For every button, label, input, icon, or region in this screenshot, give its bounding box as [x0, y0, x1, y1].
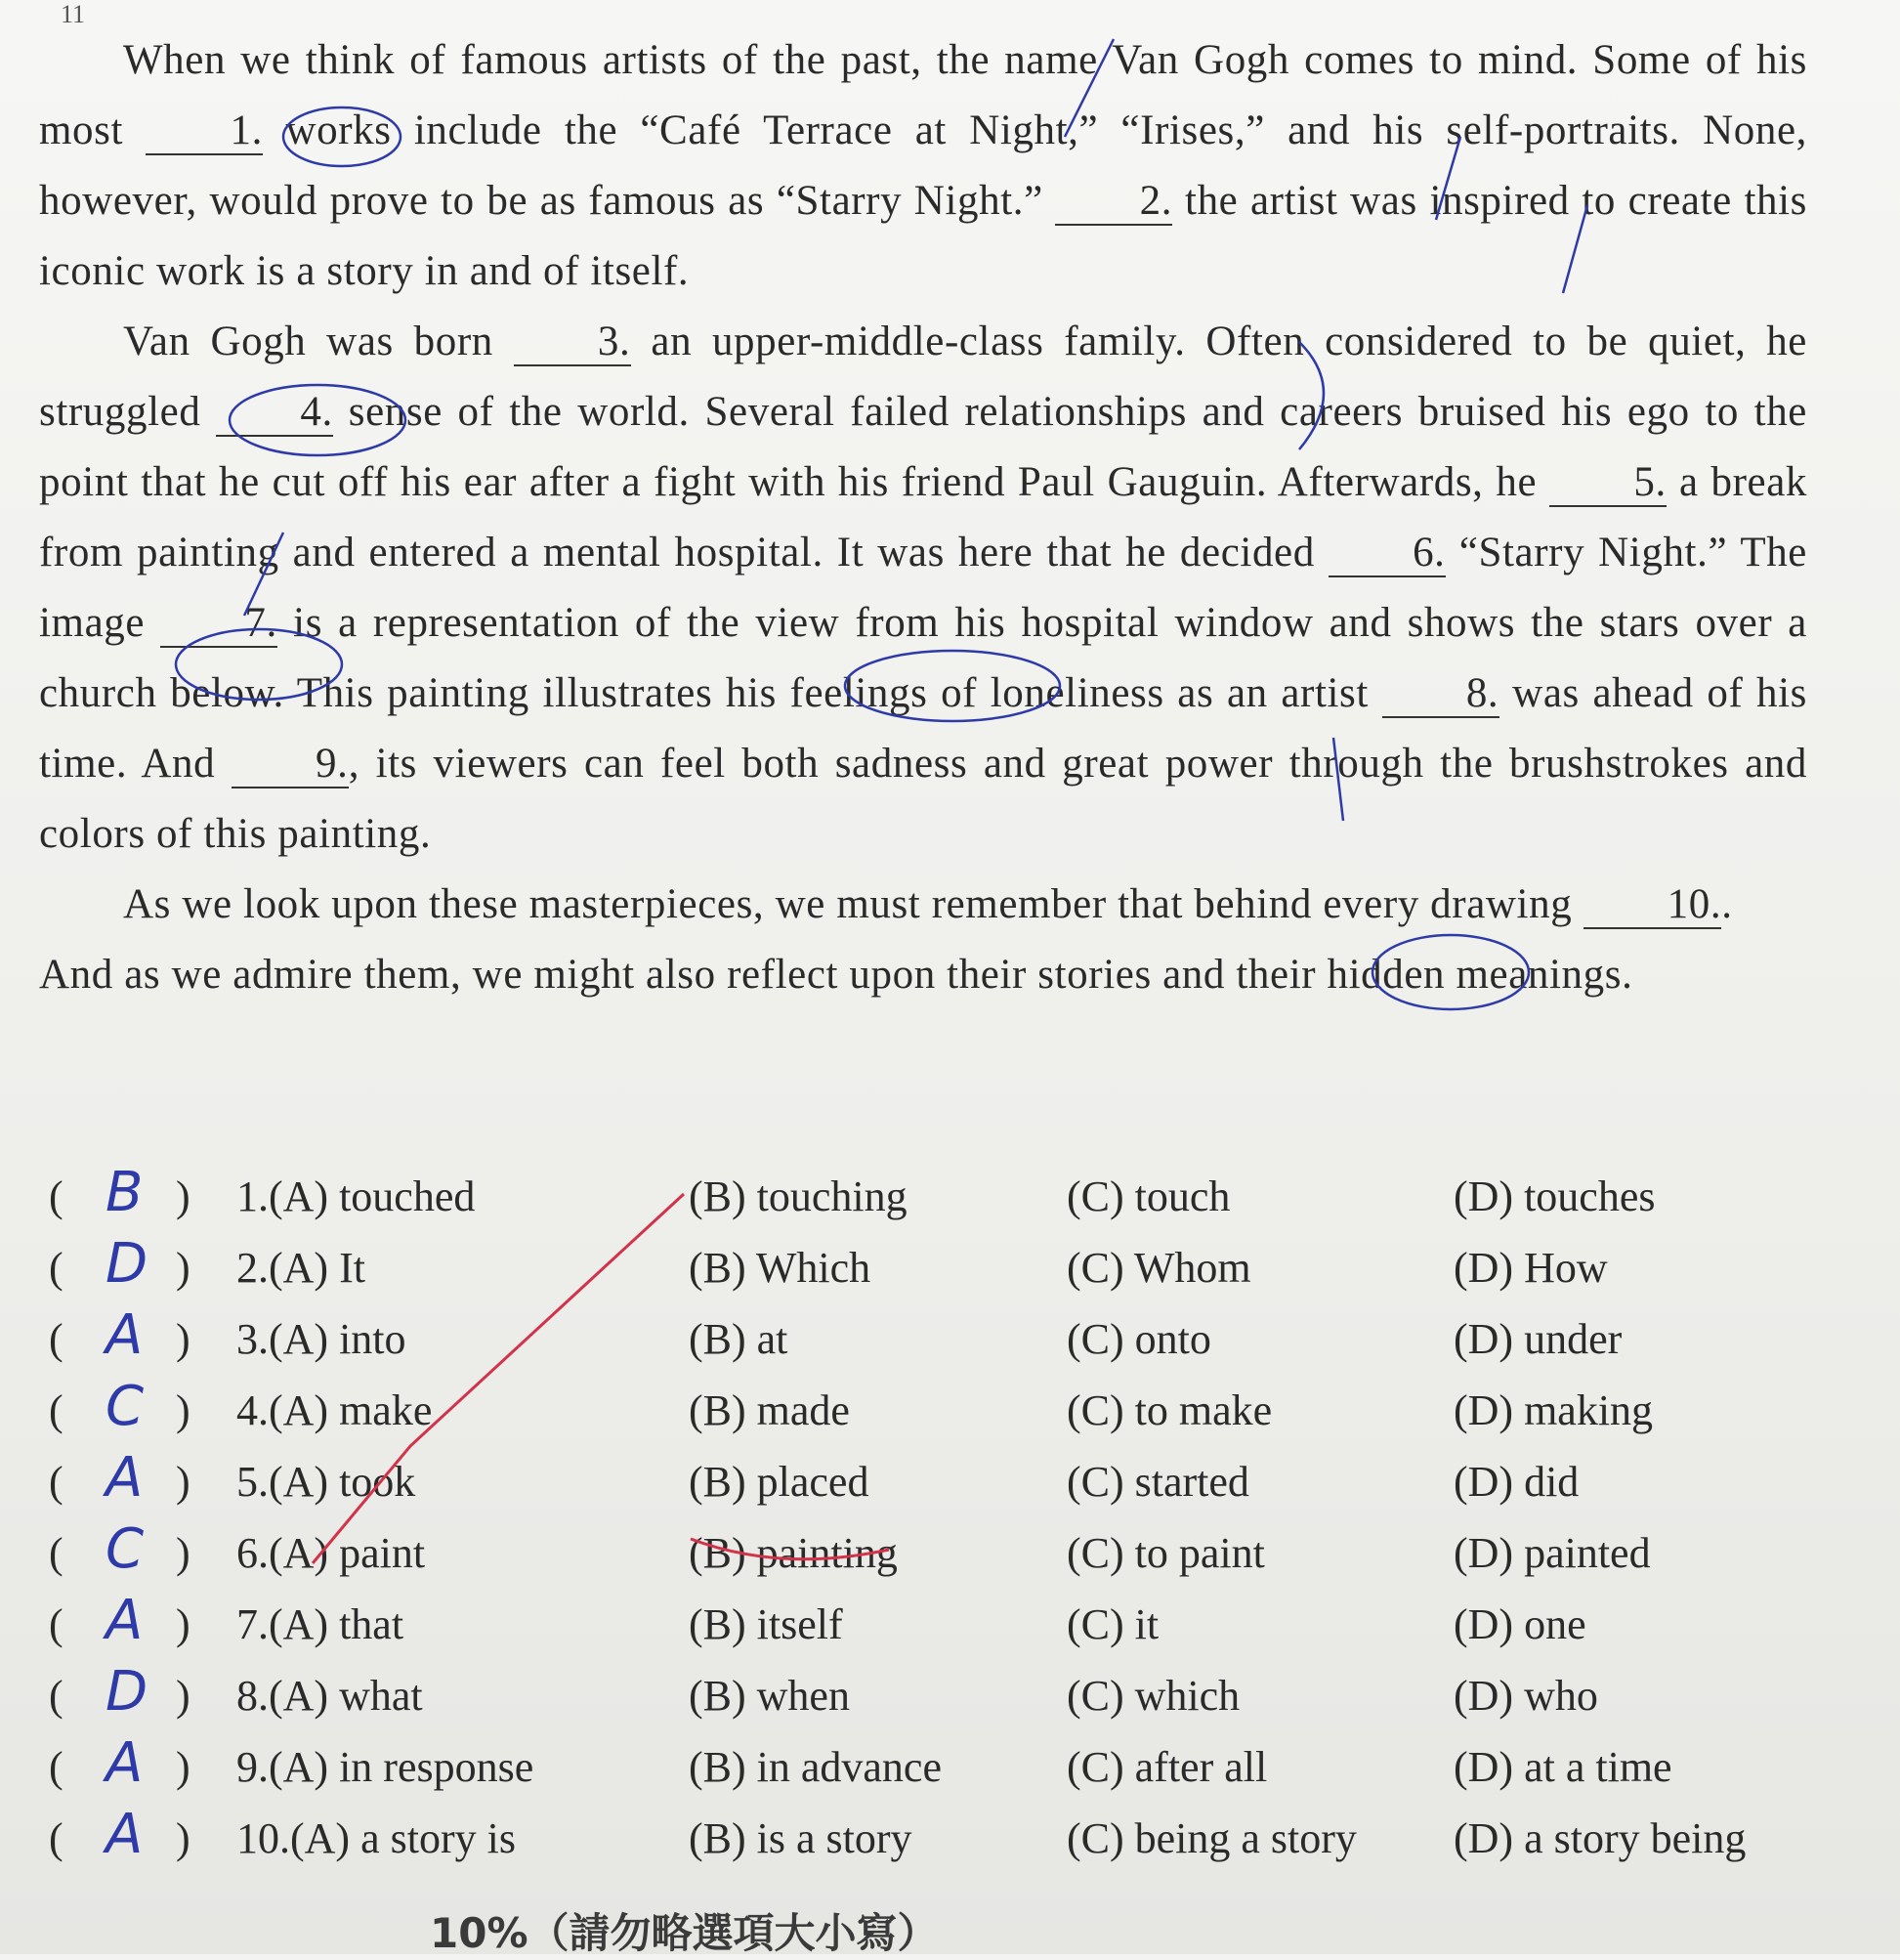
question-row: ( A ) 5.(A) took (B) placed (C) started (D) did — [39, 1446, 1846, 1517]
blank-5: 5. — [1549, 460, 1667, 507]
blank-4: 4. — [216, 390, 333, 437]
handwritten-answer: A — [106, 1446, 144, 1510]
passage-text: As we look upon these masterpieces, we must remember that behind every drawing — [123, 881, 1583, 927]
option-a[interactable]: 5.(A) took — [236, 1458, 416, 1506]
option-c[interactable]: (C) it — [1067, 1600, 1160, 1648]
option-d[interactable]: (D) who — [1454, 1672, 1598, 1720]
option-c[interactable]: (C) Whom — [1067, 1244, 1251, 1292]
option-b[interactable]: (B) at — [689, 1315, 788, 1363]
option-c[interactable]: (C) touch — [1067, 1172, 1231, 1220]
blank-10: 10. — [1583, 882, 1722, 929]
blank-8: 8. — [1382, 671, 1499, 718]
passage-text: , its viewers can feel both sadness and great power through the brushstrokes and colors of this painting. — [39, 741, 1808, 857]
handwritten-answer: D — [106, 1660, 148, 1724]
option-a[interactable]: 6.(A) paint — [236, 1529, 426, 1577]
question-row: ( A ) 9.(A) in response (B) in advance (C) after all (D) at a time — [39, 1731, 1846, 1803]
passage-text: When we think of famous artists of the past, the name Van Gogh comes to mind. Some of his most — [39, 37, 1807, 153]
option-a[interactable]: 9.(A) in response — [236, 1743, 534, 1791]
option-b[interactable]: (B) is a story — [689, 1814, 912, 1862]
paragraph-2 — [39, 307, 1807, 870]
option-b[interactable]: (B) made — [689, 1386, 850, 1434]
option-d[interactable]: (D) under — [1454, 1315, 1623, 1363]
passage-text: “Starry Night.” The image — [39, 530, 1807, 646]
handwritten-answer: A — [106, 1803, 144, 1866]
option-a[interactable]: 10.(A) a story is — [236, 1814, 516, 1862]
passage-text: a break from painting and entered a mental hospital. It was here that he decided — [39, 459, 1807, 575]
passage-text: works include the “Café Terrace at Night,” “Irises,” and his self-portraits. None, however, would prove to be as famous as “Starry Night.” — [39, 107, 1807, 224]
option-c[interactable]: (C) which — [1067, 1672, 1241, 1720]
option-b[interactable]: (B) painting — [689, 1529, 898, 1577]
handwritten-answer: B — [106, 1161, 144, 1224]
question-row: ( D ) 2.(A) It (B) Which (C) Whom (D) How — [39, 1232, 1846, 1303]
option-d[interactable]: (D) one — [1454, 1600, 1586, 1648]
option-a[interactable]: 2.(A) It — [236, 1244, 365, 1292]
section-footer-instruction: 10%（請勿略選項大小寫） — [430, 1909, 939, 1957]
handwritten-answer: A — [106, 1731, 144, 1795]
option-c[interactable]: (C) to paint — [1067, 1529, 1265, 1577]
question-row: ( D ) 8.(A) what (B) when (C) which (D) who — [39, 1660, 1846, 1731]
passage-text: was ahead of his time. And — [39, 670, 1807, 787]
handwritten-answer: D — [106, 1232, 148, 1296]
passage-text: an upper-middle-class family. Often considered to be quiet, he struggled — [39, 319, 1807, 435]
paragraph-1 — [39, 25, 1807, 307]
reading-passage — [39, 25, 1807, 1010]
question-row: ( A ) 10.(A) a story is (B) is a story (C) being a story (D) a story being — [39, 1803, 1846, 1874]
option-b[interactable]: (B) when — [689, 1672, 850, 1720]
blank-7: 7. — [160, 601, 277, 648]
option-d[interactable]: (D) painted — [1454, 1529, 1651, 1577]
blank-9: 9. — [232, 742, 349, 788]
passage-text: Van Gogh was born — [123, 319, 514, 364]
option-a[interactable]: 4.(A) make — [236, 1386, 433, 1434]
question-row: ( C ) 6.(A) paint (B) painting (C) to paint (D) painted — [39, 1517, 1846, 1589]
option-a[interactable]: 7.(A) that — [236, 1600, 404, 1648]
blank-2: 2. — [1055, 179, 1172, 226]
question-list — [39, 1161, 1846, 1874]
blank-3: 3. — [514, 320, 631, 366]
passage-text: . And as we admire them, we might also reflect upon their stories and their hidden meanings. — [39, 881, 1733, 998]
option-b[interactable]: (B) itself — [689, 1600, 843, 1648]
option-b[interactable]: (B) placed — [689, 1458, 869, 1506]
option-d[interactable]: (D) How — [1454, 1244, 1608, 1292]
option-b[interactable]: (B) Which — [689, 1244, 871, 1292]
blank-6: 6. — [1329, 531, 1446, 577]
option-d[interactable]: (D) touches — [1454, 1172, 1656, 1220]
handwritten-answer: C — [106, 1375, 145, 1438]
passage-text: sense of the world. Several failed relationships and careers bruised his ego to the point that he cut off his ear after a fight with his friend Paul Gauguin. Afterwards, he — [39, 389, 1807, 505]
option-b[interactable]: (B) in advance — [689, 1743, 942, 1791]
option-c[interactable]: (C) to make — [1067, 1386, 1273, 1434]
option-d[interactable]: (D) at a time — [1454, 1743, 1672, 1791]
option-d[interactable]: (D) a story being — [1454, 1814, 1747, 1862]
option-c[interactable]: (C) onto — [1067, 1315, 1211, 1363]
handwritten-answer: A — [106, 1589, 144, 1652]
blank-1: 1. — [146, 108, 263, 155]
option-b[interactable]: (B) touching — [689, 1172, 908, 1220]
option-c[interactable]: (C) being a story — [1067, 1814, 1357, 1862]
option-c[interactable]: (C) started — [1067, 1458, 1249, 1506]
option-d[interactable]: (D) making — [1454, 1386, 1654, 1434]
question-row: ( A ) 3.(A) into (B) at (C) onto (D) under — [39, 1303, 1846, 1375]
handwritten-answer: C — [106, 1517, 145, 1581]
paragraph-3 — [39, 870, 1807, 1010]
option-a[interactable]: 1.(A) touched — [236, 1172, 476, 1220]
question-row: ( C ) 4.(A) make (B) made (C) to make (D) making — [39, 1375, 1846, 1446]
option-a[interactable]: 3.(A) into — [236, 1315, 406, 1363]
handwritten-answer: A — [106, 1303, 144, 1367]
option-d[interactable]: (D) did — [1454, 1458, 1580, 1506]
page-corner-mark: 11 — [61, 0, 86, 28]
question-row: ( B ) 1.(A) touched (B) touching (C) touch (D) touches — [39, 1161, 1846, 1232]
option-c[interactable]: (C) after all — [1067, 1743, 1268, 1791]
passage-text: is a representation of the view from his hospital window and shows the stars over a church below. This painting illustrates his feelings of loneliness as an artist — [39, 600, 1807, 716]
option-a[interactable]: 8.(A) what — [236, 1672, 423, 1720]
passage-text: the artist was inspired to create this iconic work is a story in and of itself. — [39, 178, 1807, 294]
question-row: ( A ) 7.(A) that (B) itself (C) it (D) one — [39, 1589, 1846, 1660]
